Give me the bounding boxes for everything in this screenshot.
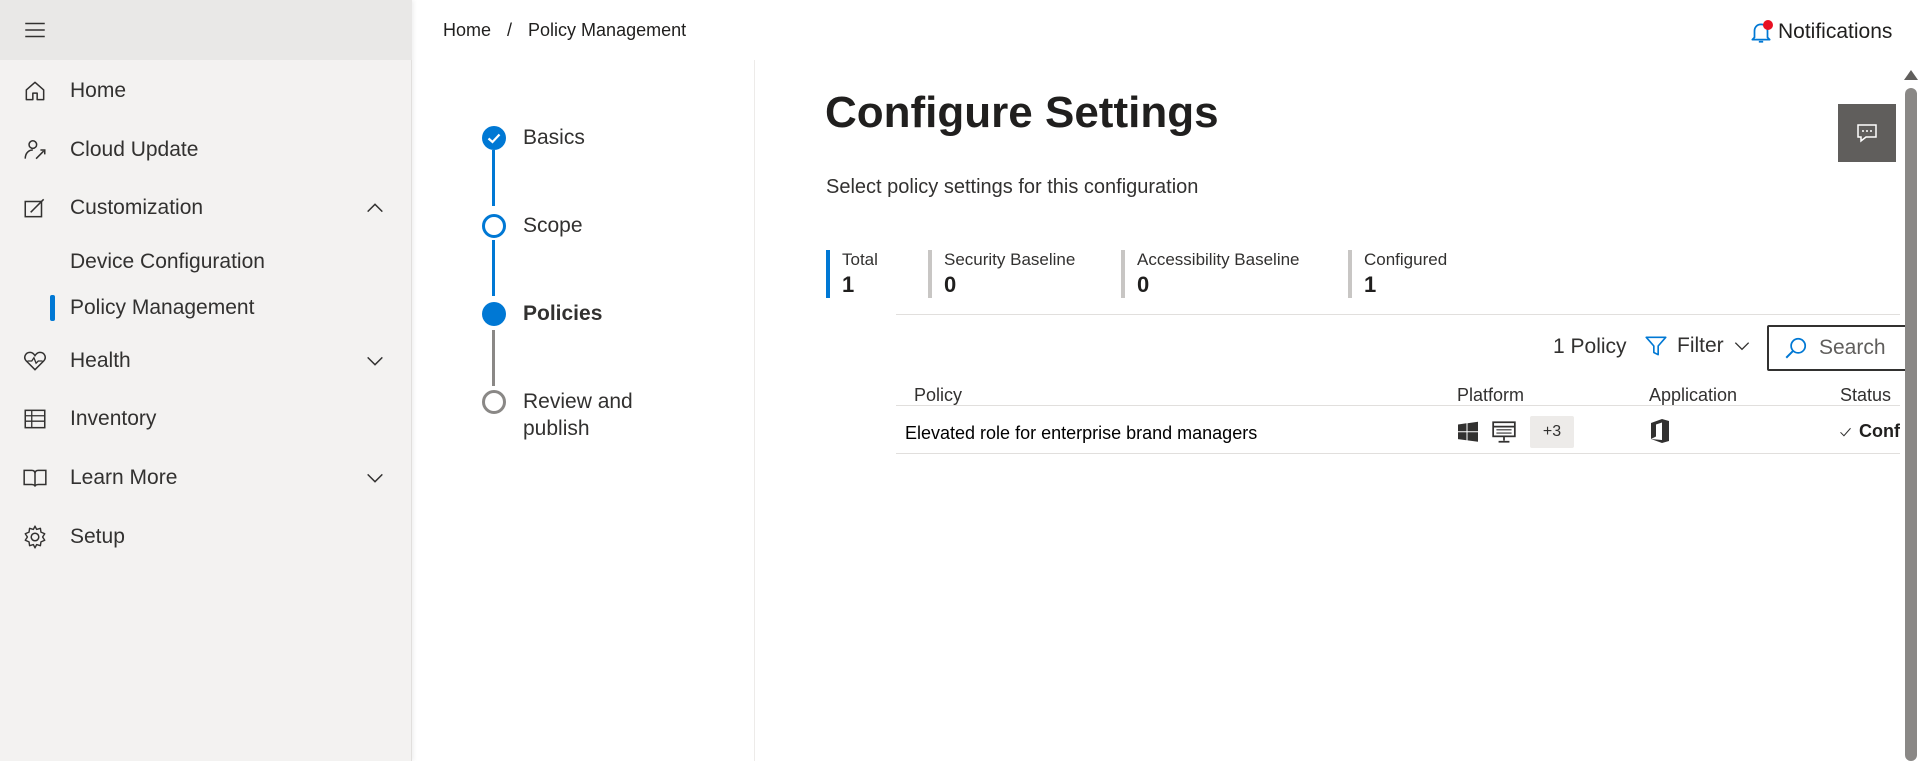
stat-value: 1 [842, 272, 855, 297]
windows-icon [1456, 420, 1480, 444]
breadcrumb [443, 20, 686, 41]
stat-value: 1 [1364, 272, 1377, 297]
status-cell [1838, 421, 1900, 442]
page-subtitle: Select policy settings for this configuration [826, 176, 1199, 198]
bell-icon [1748, 18, 1774, 46]
sidebar-item-label: Inventory [70, 407, 157, 430]
page-title: Configure Settings [825, 88, 1219, 137]
sidebar-item-label: Setup [70, 525, 125, 548]
search-placeholder: Search [1819, 336, 1886, 359]
stat-label: Accessibility Baseline [1137, 250, 1300, 269]
stat-label: Configured [1364, 250, 1448, 269]
desktop-icon [1490, 419, 1518, 445]
chevron-down-icon [1732, 336, 1752, 356]
scrollbar-thumb[interactable] [1905, 88, 1917, 761]
step-connector [492, 240, 495, 296]
filter-label: Filter [1677, 334, 1724, 357]
step-label-line2: publish [523, 417, 590, 440]
sidebar-item-home[interactable] [0, 67, 412, 115]
home-icon [22, 78, 48, 104]
feedback-button[interactable] [1838, 104, 1896, 162]
breadcrumb-home-link[interactable]: Home [443, 20, 492, 40]
active-indicator [50, 295, 55, 321]
check-icon [482, 126, 506, 150]
sidebar-item-health[interactable] [0, 337, 412, 385]
sidebar-item-label: Customization [70, 196, 204, 219]
divider [896, 314, 1900, 315]
table-row-divider [896, 453, 1900, 454]
sidebar-subitem-label: Policy Management [70, 296, 255, 319]
sidebar-item-cloud-update[interactable] [0, 126, 412, 174]
policy-name-cell[interactable]: Elevated role for enterprise brand managers [905, 423, 1258, 443]
filter-icon [1643, 333, 1669, 359]
step-label: Policies [523, 302, 603, 325]
step-label: Basics [523, 126, 585, 149]
step-connector [492, 150, 495, 206]
book-icon [22, 465, 48, 491]
notifications-label: Notifications [1778, 20, 1893, 43]
chevron-up-icon [364, 197, 386, 219]
chevron-down-icon [364, 467, 386, 489]
step-current-icon [482, 302, 506, 326]
feedback-icon [1855, 121, 1879, 145]
hamburger-icon [22, 17, 48, 43]
sidebar-item-learn-more[interactable] [0, 454, 412, 502]
chevron-down-icon [364, 350, 386, 372]
sidebar-item-inventory[interactable] [0, 395, 412, 443]
office-icon [1648, 418, 1672, 444]
sidebar-item-device-configuration[interactable] [0, 240, 412, 284]
filter-button[interactable] [1643, 333, 1752, 359]
stat-accessibility-baseline [1121, 250, 1300, 298]
breadcrumb-current: Policy Management [528, 20, 687, 40]
notification-dot [1763, 20, 1773, 30]
sidebar-item-label: Home [70, 79, 127, 102]
sidebar-item-policy-management[interactable] [0, 286, 412, 330]
breadcrumb-separator: / [507, 20, 513, 40]
column-header-policy[interactable]: Policy [914, 385, 963, 405]
stat-security-baseline [928, 250, 1075, 298]
platform-cell [1456, 416, 1574, 448]
customization-icon [22, 195, 48, 221]
stat-value: 0 [1137, 272, 1150, 297]
search-icon [1783, 335, 1809, 361]
column-header-platform[interactable]: Platform [1457, 385, 1525, 405]
stat-label: Security Baseline [944, 250, 1076, 269]
table-header-divider [896, 405, 1900, 406]
platform-more-badge[interactable]: +3 [1530, 416, 1574, 448]
status-text: Conf [1859, 421, 1900, 441]
policy-count: 1 Policy [1553, 335, 1627, 358]
step-circle-icon [482, 390, 506, 414]
sidebar-item-label: Learn More [70, 466, 178, 489]
step-label [523, 388, 633, 442]
sidebar-item-setup[interactable] [0, 513, 412, 561]
step-label: Scope [523, 214, 583, 237]
gear-icon [22, 524, 48, 550]
sidebar-item-label: Health [70, 349, 131, 372]
step-circle-icon [482, 214, 506, 238]
sidebar-subitem-label: Device Configuration [70, 250, 265, 273]
health-icon [22, 348, 48, 374]
column-header-status[interactable]: Status [1840, 385, 1892, 405]
stat-configured [1348, 250, 1447, 298]
sidebar [0, 0, 412, 761]
sidebar-item-customization[interactable] [0, 184, 412, 232]
sidebar-item-label: Cloud Update [70, 138, 199, 161]
cloud-update-icon [22, 137, 48, 163]
checkmark-icon [1838, 422, 1853, 442]
step-label-line1: Review and [523, 390, 633, 413]
scroll-up-arrow[interactable] [1904, 70, 1918, 80]
column-header-application[interactable]: Application [1649, 385, 1738, 405]
notifications-button[interactable] [1748, 18, 1892, 46]
step-connector [492, 330, 495, 386]
search-input[interactable] [1767, 325, 1907, 371]
hamburger-menu-button[interactable] [0, 0, 412, 60]
stat-label: Total [842, 250, 878, 269]
stat-total [826, 250, 878, 298]
inventory-icon [22, 406, 48, 432]
stat-value: 0 [944, 272, 957, 297]
